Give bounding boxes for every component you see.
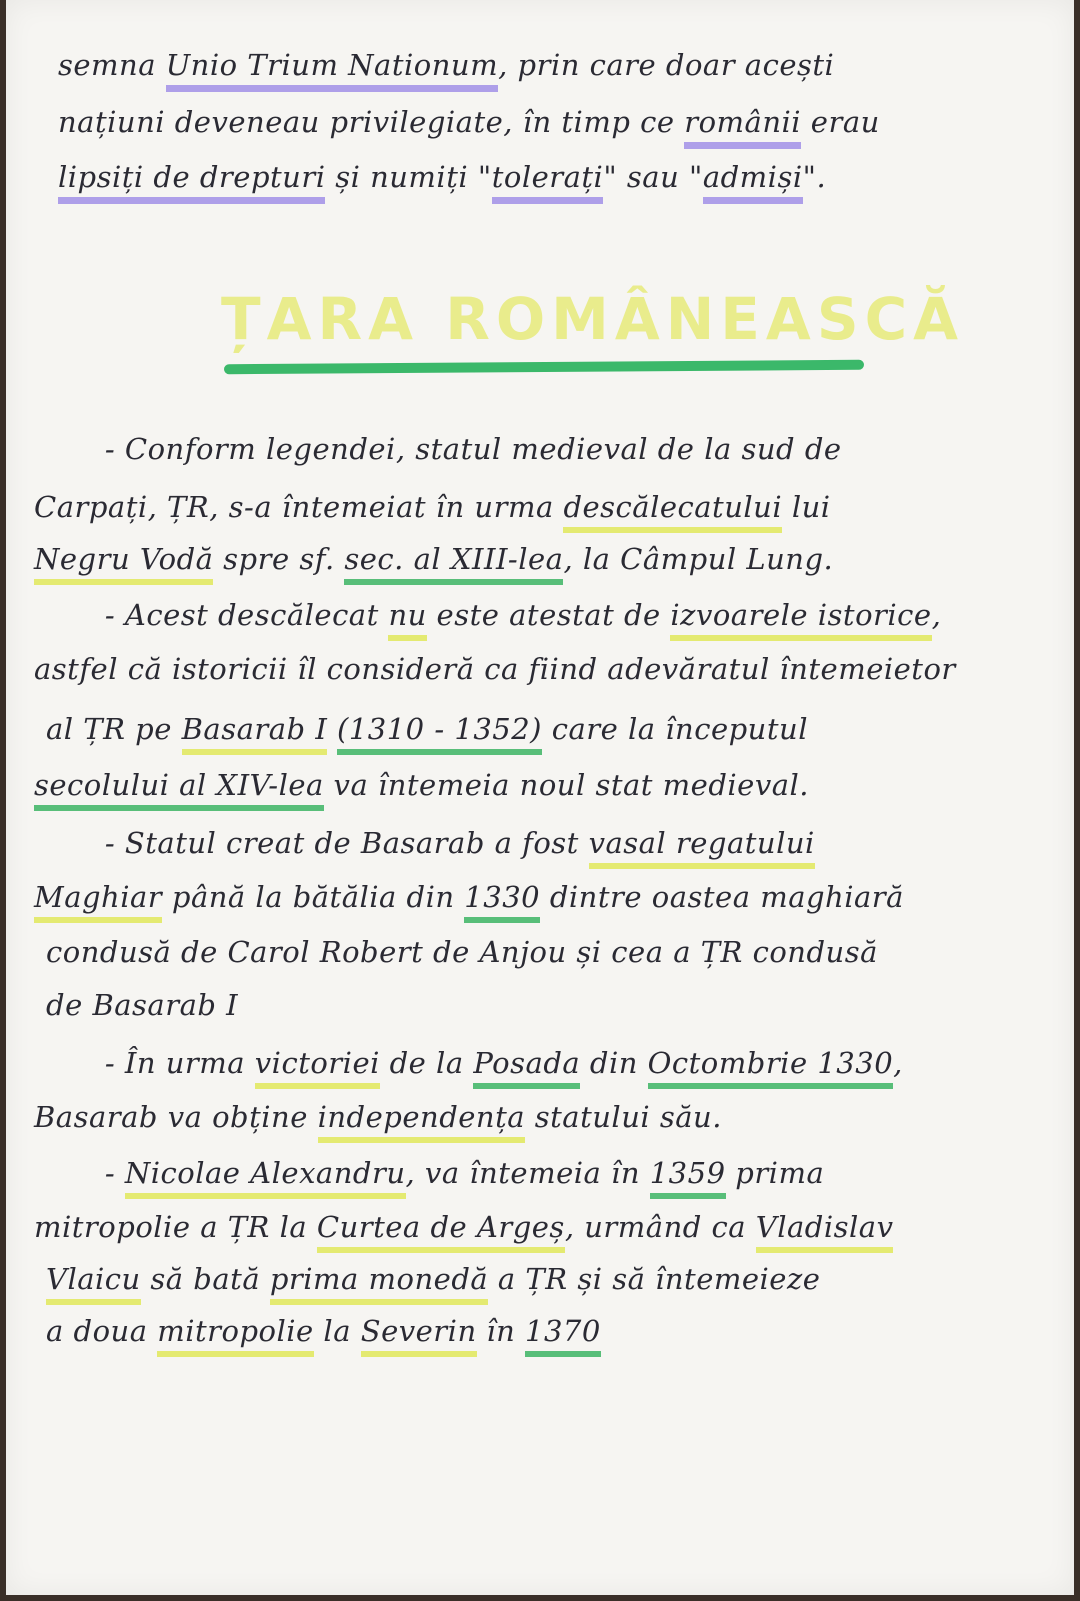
text-line: [66, 826, 815, 860]
text-segment: în: [476, 1314, 526, 1348]
text-segment: condusă de Carol Robert de Anjou și cea a ȚR condusă: [46, 935, 878, 969]
text-segment: , urmând ca: [564, 1210, 756, 1244]
highlighted-phrase: victoriei: [255, 1046, 380, 1089]
text-segment: de la: [379, 1046, 474, 1080]
highlighted-phrase: 1370: [525, 1314, 601, 1357]
highlighted-phrase: tolerați: [492, 160, 604, 204]
highlighted-phrase: românii: [684, 105, 801, 149]
text-segment: erau: [801, 105, 880, 139]
text-segment: mitropolie a ȚR la: [34, 1210, 317, 1244]
text-segment: prima: [725, 1156, 825, 1190]
text-segment: dintre oastea maghiară: [540, 880, 904, 914]
text-segment: la: [313, 1314, 361, 1348]
highlighted-phrase: (1310 - 1352): [337, 712, 542, 755]
highlighted-phrase: Curtea de Argeș: [317, 1210, 565, 1253]
text-line: [34, 1210, 893, 1244]
text-segment: ,: [893, 1046, 903, 1080]
text-segment: a ȚR și să întemeieze: [488, 1262, 821, 1296]
text-segment: și numiți ": [325, 160, 492, 194]
text-line: [58, 105, 880, 139]
text-segment: [327, 712, 337, 749]
text-line: [46, 1262, 820, 1296]
text-segment: , va întemeia în: [405, 1156, 650, 1190]
text-line: [34, 1100, 722, 1134]
text-line: [58, 48, 834, 82]
highlighted-phrase: izvoarele istorice: [670, 598, 931, 641]
text-segment: până la bătălia din: [162, 880, 465, 914]
text-segment: spre sf.: [213, 542, 345, 576]
highlighted-phrase: Nicolae Alexandru: [125, 1156, 406, 1199]
text-segment: semna: [58, 48, 166, 82]
highlighted-phrase: secolului al XIV-lea: [34, 768, 324, 811]
highlighted-phrase: mitropolie: [157, 1314, 314, 1357]
highlighted-phrase: Vladislav: [756, 1210, 894, 1253]
text-segment: Basarab va obține: [34, 1100, 318, 1134]
text-line: [34, 490, 831, 524]
section-title: ȚARA ROMÂNEASCĂ: [221, 285, 965, 353]
text-line: [34, 542, 833, 576]
highlighted-phrase: Severin: [361, 1314, 477, 1357]
highlighted-phrase: Octombrie 1330: [648, 1046, 894, 1089]
highlighted-phrase: Vlaicu: [46, 1262, 141, 1305]
text-segment: va întemeia noul stat medieval.: [323, 768, 809, 802]
highlighted-phrase: admiși: [703, 160, 803, 204]
highlighted-phrase: prima monedă: [270, 1262, 488, 1305]
text-segment: al ȚR pe: [46, 712, 182, 746]
text-line: [46, 712, 808, 746]
text-segment: - În urma: [66, 1046, 255, 1080]
text-segment: ,: [931, 598, 942, 632]
text-line: [34, 768, 809, 802]
highlighted-phrase: 1359: [650, 1156, 726, 1199]
notebook-page: [6, 0, 1074, 1595]
highlighted-phrase: Basarab I: [182, 712, 328, 755]
text-segment: - Conform legendei, statul medieval de la sud de: [66, 432, 842, 466]
highlighted-phrase: Negru Vodă: [34, 542, 213, 585]
text-line: [34, 652, 956, 686]
text-line: [46, 935, 878, 969]
text-segment: - Acest descălecat: [66, 598, 389, 632]
highlighted-phrase: descălecatului: [563, 490, 782, 533]
text-segment: astfel că istoricii îl consideră ca fiind adevăratul întemeietor: [34, 652, 956, 686]
highlighted-phrase: lipsiți de drepturi: [58, 160, 325, 204]
text-segment: Carpați, ȚR, s-a întemeiat în urma: [34, 490, 564, 524]
text-segment: care la începutul: [541, 712, 808, 746]
highlighted-phrase: nu: [388, 598, 426, 641]
text-segment: ".: [802, 160, 827, 194]
highlighted-phrase: Unio Trium Nationum: [166, 48, 498, 92]
text-line: [46, 988, 238, 1022]
text-line: [66, 1046, 903, 1080]
text-line: [34, 880, 904, 914]
text-segment: a doua: [46, 1314, 158, 1348]
highlighted-phrase: 1330: [464, 880, 540, 923]
title-underline: [224, 360, 864, 374]
text-line: [46, 1314, 601, 1348]
text-segment: lui: [782, 490, 831, 524]
highlighted-phrase: sec. al XIII-lea: [344, 542, 563, 585]
highlighted-phrase: Posada: [473, 1046, 580, 1089]
text-segment: " sau ": [603, 160, 703, 194]
text-segment: , prin care doar acești: [498, 48, 835, 82]
text-segment: - Statul creat de Basarab a fost: [66, 826, 589, 860]
text-line: [66, 598, 941, 632]
highlighted-phrase: vasal regatului: [589, 826, 815, 869]
highlighted-phrase: independența: [318, 1100, 525, 1143]
text-segment: -: [66, 1156, 125, 1190]
text-segment: să bată: [140, 1262, 270, 1296]
text-segment: este atestat de: [426, 598, 671, 632]
text-segment: statului său.: [525, 1100, 722, 1134]
text-segment: , la Câmpul Lung.: [563, 542, 834, 576]
text-segment: de Basarab I: [46, 988, 239, 1022]
text-segment: din: [580, 1046, 648, 1080]
text-line: [66, 432, 842, 466]
text-segment: națiuni deveneau privilegiate, în timp ce: [58, 105, 685, 139]
text-line: [58, 160, 826, 194]
text-line: [66, 1156, 824, 1190]
highlighted-phrase: Maghiar: [34, 880, 162, 923]
